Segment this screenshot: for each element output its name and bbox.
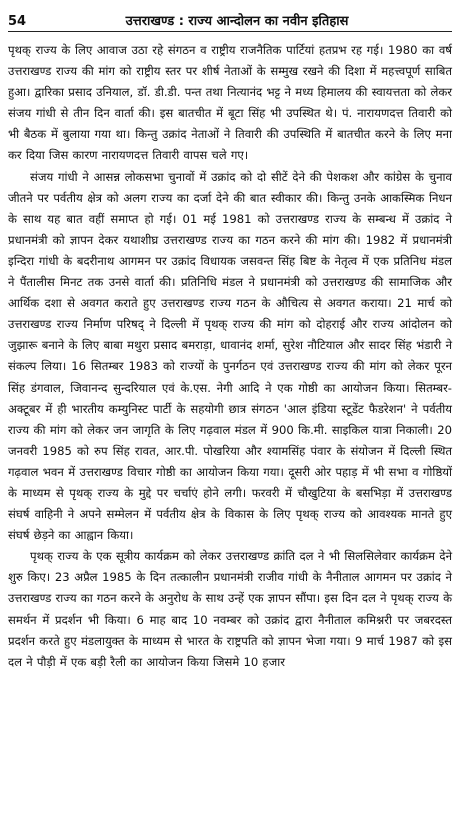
paragraph-3: पृथक् राज्य के एक सूत्रीय कार्यक्रम को लेकर उत्तराखण्ड क्रांति दल ने भी सिलसिलेवार कार्यक्रम देने शुरु किए। 23 अप्रैल 1985 के दिन तत्कालीन प्रधानमंत्री राजीव गांधी के नैनीताल आगमन पर उक्रांद ने उत्तराखण्ड राज्य का गठन करने के अनुरोध के साथ उन्हें एक ज्ञापन सौंपा। इस दिन दल ने पृथक् राज्य के समर्थन में प्रदर्शन भी किया। 6 माह बाद 10 नवम्बर को उक्रांद द्वारा नैनीताल कमिश्नरी पर जबरदस्त प्रदर्शन करते हुए मंडलायुक्त के माध्यम से भारत के राष्ट्रपति को ज्ञापन भेजा गया। 9 मार्च 1987 को इस दल ने पौड़ी में एक बड़ी रैली का आयोजन किया जिसमे 10 हजार [8, 549, 452, 669]
paragraph-1: पृथक् राज्य के लिए आवाज उठा रहे संगठन व राष्ट्रीय राजनैतिक पार्टियां हतप्रभ रह गई। 1980 का वर्ष उत्तराखण्ड राज्य की मांग को राष्ट्रीय स्तर पर शीर्ष नेताओं के सम्मुख रखने की दिशा में महत्त्वपूर्ण साबित हुआ। द्वारिका प्रसाद उनियाल, डॉ. डी.डी. पन्त तथा नित्यानंद भट्ट ने मध्य हिमालय की स्वायत्तता को लेकर संजय गांधी से तीन दिन वार्ता की। इस बातचीत में बूटा सिंह भी उपस्थित थे। पं. नारायणदत्त तिवारी को भी बैठक में बुलाया गया था। किन्तु उक्रांद नेताओं ने तिवारी की उपस्थिति में बातचीत करने के लिए मना कर दिया जिस कारण नारायणदत्त तिवारी वापस चले गए। [8, 43, 452, 163]
running-header [8, 7, 452, 32]
page-number: 54 [8, 14, 27, 29]
paragraph-2: संजय गांधी ने आसन्न लोकसभा चुनावों में उक्रांद को दो सीटें देने की पेशकश और कांग्रेस के चुनाव जीतने पर पर्वतीय क्षेत्र को अलग राज्य का दर्जा देने की बात स्वीकार की। किन्तु उनके आकस्मिक निधन के साथ यह बात वहीं समाप्त हो गई। 01 मई 1981 को उत्तराखण्ड राज्य के सम्बन्ध में उक्रांद ने प्रधानमंत्री को ज्ञापन देकर यथाशीघ्र उत्तराखण्ड राज्य का गठन करने की मांग की। 1982 में प्रधानमंत्री इन्दिरा गांधी के बदरीनाथ आगमन पर उक्रांद विधायक जसवन्त सिंह बिष्ट के नेतृत्व में एक प्रतिनिध मंडल ने पैंतालीस मिनट तक उनसे वार्ता की। प्रतिनिधि मंडल ने प्रधानमंत्री को उत्तराखण्ड की सामाजिक और आर्थिक दशा से अवगत कराते हुए उत्तराखण्ड राज्य गठन के औचित्य से अवगत कराया। 21 मार्च को उत्तराखण्ड राज्य निर्माण परिषद् ने दिल्ली में पृथक् राज्य की मांग को दोहराई और राज्य आंदोलन को जुझारू बनाने के लिए बाबा मथुरा प्रसाद बमराड़ा, धावानंद शर्मा, सुरेश नौटियाल और सादर सिंह भंडारी ने संकल्प लिया। 16 सितम्बर 1983 को राज्यों के पुनर्गठन एवं उत्तराखण्ड राज्य की मांग को लेकर पूरन सिंह डंगवाल, जिवानन्द सुन्दरियाल एवं के.एस. नेगी आदि ने एक गोष्ठी का आयोजन किया। सितम्बर-अक्टूबर में ही भारतीय कम्युनिस्ट पार्टी के सहयोगी छात्र संगठन 'आल इंडिया स्टूडेंट फैडरेशन' ने पर्वतीय राज्य की मांग को लेकर जन जागृति के लिए गढ़वाल मंडल में 900 कि.मी. साइकिल यात्रा निकाली। 20 जनवरी 1985 को रुप सिंह रावत, आर.पी. पोखरिया और श्यामसिंह पंवार के संयोजन में दिल्ली स्थित गढ़वाल भवन में उत्तराखण्ड विचार गोष्ठी का आयोजन किया गया। दूसरी ओर पहाड़ में भी सभा व गोष्ठियों के माध्यम से पृथक् राज्य के मुद्दे पर चर्चाएं होने लगी। फरवरी में चौखुटिया के बसभिड़ा में उत्तराखण्ड संघर्ष वाहिनी ने अपने सम्मेलन में पर्वतीय क्षेत्र के विकास के लिए पृथक् राज्य को आवश्यक मानते हुए संघर्ष छेड़ने का आह्वान किया। [8, 169, 452, 543]
running-title: उत्तराखण्ड : राज्य आन्दोलन का नवीन इतिहास [125, 14, 349, 29]
page-body [8, 40, 452, 673]
